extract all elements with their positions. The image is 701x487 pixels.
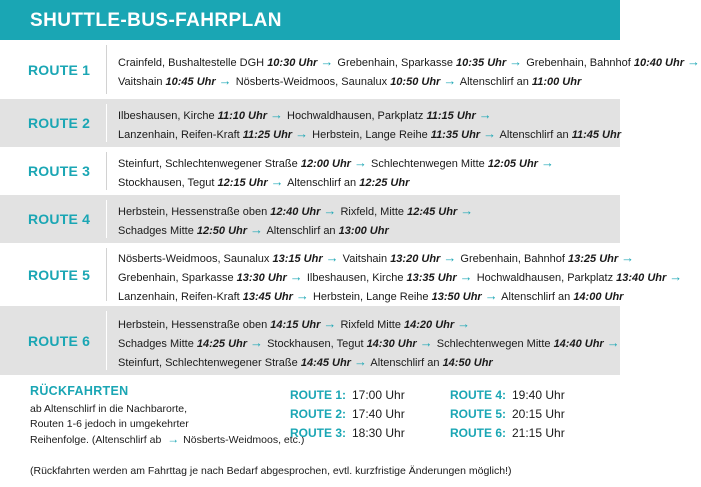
route-line (118, 72, 618, 91)
stop-text: Ilbeshausen, Kirche (303, 272, 407, 284)
arrow-right-icon: → (167, 432, 180, 446)
arrow-right-icon: → (687, 54, 700, 69)
stop-text: Nösberts-Weidmoos, etc.) (180, 434, 305, 446)
departure-time: 14:40 Uhr (553, 338, 604, 350)
column-divider (106, 311, 107, 370)
stop-text: Grebenhain, Bahnhof (457, 253, 569, 265)
return-departure-time: 19:40 Uhr (512, 388, 565, 402)
arrow-right-icon: → (540, 155, 554, 170)
route-row (0, 147, 620, 195)
departure-time: 11:35 Uhr (430, 129, 481, 141)
arrow-right-icon: → (218, 73, 232, 88)
arrow-right-icon: → (295, 288, 309, 303)
column-divider (106, 152, 107, 190)
route-row (0, 40, 700, 99)
return-departure-time: 20:15 Uhr (512, 407, 565, 421)
stop-text: Altenschlirf an (284, 177, 360, 189)
stop-text: Altenschlirf an (497, 129, 572, 141)
stop-text: Steinfurt, Schlechtenwegener Straße (118, 158, 301, 170)
route-line (118, 154, 618, 173)
route-stops (118, 249, 683, 306)
route-line (118, 268, 683, 287)
departure-time: 13:20 Uhr (390, 253, 441, 265)
stop-text: Hochwaldhausen, Parkplatz (473, 272, 617, 284)
stop-text: Rixfeld, Mitte (337, 206, 408, 218)
arrow-right-icon: → (621, 250, 635, 265)
route-stops (118, 53, 700, 91)
stop-text: Altenschlirf an (498, 291, 574, 303)
arrow-right-icon: → (270, 107, 283, 122)
route-stops (118, 106, 622, 144)
stop-text: Nösberts-Weidmoos, Saunalux (232, 76, 391, 88)
stop-text: Grebenhain, Sparkasse (118, 272, 237, 284)
route-label: ROUTE 5 (28, 266, 91, 283)
route-line (118, 353, 618, 372)
arrow-right-icon: → (325, 250, 339, 265)
departure-time: 10:35 Uhr (456, 57, 507, 69)
arrow-right-icon: → (419, 335, 433, 350)
stop-text: Routen 1-6 jedoch in umgekehrter (30, 418, 189, 430)
stop-text: Lanzenhain, Reifen-Kraft (118, 129, 243, 141)
route-line (118, 125, 622, 144)
arrow-right-icon: → (289, 269, 303, 284)
arrow-right-icon: → (443, 250, 457, 265)
return-schedule-item (290, 407, 405, 421)
return-departure-time: 17:00 Uhr (352, 388, 405, 402)
stop-text: Schadges Mitte (118, 225, 197, 237)
arrow-right-icon: → (250, 335, 264, 350)
departure-time: 14:50 Uhr (442, 357, 493, 369)
route-line (118, 315, 618, 334)
stop-text: Lanzenhain, Reifen-Kraft (118, 291, 243, 303)
return-departure-time: 17:40 Uhr (352, 407, 405, 421)
departure-time: 12:05 Uhr (487, 158, 538, 170)
departure-time: 14:45 Uhr (300, 357, 351, 369)
return-schedule-item (450, 407, 565, 421)
route-row (0, 243, 683, 306)
route-line (118, 173, 618, 192)
departure-time: 13:25 Uhr (568, 253, 619, 265)
stop-text: Vaitshain (339, 253, 391, 265)
stop-text: Reihenfolge. (Altenschlirf ab (30, 434, 165, 446)
route-line (118, 202, 618, 221)
return-schedule-item (450, 426, 565, 440)
description-line (30, 432, 304, 448)
route-line (118, 249, 635, 268)
return-route-label: ROUTE 3: (290, 426, 347, 440)
departure-time: 12:00 Uhr (300, 158, 351, 170)
route-row (0, 195, 620, 243)
departure-time: 14:30 Uhr (366, 338, 417, 350)
departure-time: 14:20 Uhr (404, 319, 455, 331)
departure-time: 10:40 Uhr (633, 57, 684, 69)
stop-text: Schlechtenwegen Mitte (433, 338, 554, 350)
route-row (0, 99, 620, 147)
route-label: ROUTE 1 (28, 61, 91, 78)
arrow-right-icon: → (270, 174, 284, 189)
stop-text: Schlechtenwegen Mitte (367, 158, 488, 170)
arrow-right-icon: → (443, 73, 457, 88)
departure-time: 12:50 Uhr (196, 225, 248, 237)
return-schedule-item (290, 426, 405, 440)
return-route-label: ROUTE 4: (450, 388, 507, 402)
route-row (0, 306, 620, 375)
return-departure-time: 21:15 Uhr (512, 426, 565, 440)
header-banner (0, 0, 620, 40)
return-route-label: ROUTE 2: (290, 407, 347, 421)
departure-time: 12:15 Uhr (217, 177, 268, 189)
route-line (118, 106, 618, 125)
return-route-label: ROUTE 1: (290, 388, 347, 402)
route-stops (118, 154, 618, 192)
departure-time: 12:40 Uhr (270, 206, 321, 218)
arrow-right-icon: → (509, 54, 523, 69)
arrow-right-icon: → (478, 107, 492, 122)
stop-text: Grebenhain, Bahnhof (523, 57, 634, 69)
route-label: ROUTE 2 (28, 115, 91, 131)
departure-time: 10:50 Uhr (390, 76, 441, 88)
stop-text: Crainfeld, Bushaltestelle DGH (118, 57, 268, 69)
stop-text: Hochwaldhausen, Parkplatz (284, 110, 427, 122)
stop-text: Altenschlirf an (367, 357, 443, 369)
return-trips-section (0, 375, 620, 487)
arrow-right-icon: → (669, 269, 683, 284)
departure-time: 10:30 Uhr (267, 57, 318, 69)
route-line (118, 221, 618, 240)
stop-text: Herbstein, Lange Reihe (309, 129, 431, 141)
departure-time: 13:35 Uhr (406, 272, 457, 284)
route-label: ROUTE 3 (28, 163, 91, 179)
arrow-right-icon: → (459, 269, 473, 284)
arrow-right-icon: → (353, 354, 367, 369)
return-route-label: ROUTE 5: (450, 407, 507, 421)
return-trips-footnote: (Rückfahrten werden am Fahrttag je nach Bedarf abgesprochen, evtl. kurzfristige Änderungen möglich!) (30, 465, 512, 477)
departure-time: 13:50 Uhr (431, 291, 482, 303)
departure-time: 14:00 Uhr (573, 291, 624, 303)
description-line (30, 402, 304, 417)
column-divider (106, 45, 107, 94)
departure-time: 12:25 Uhr (359, 177, 410, 189)
stop-text: Schadges Mitte (118, 338, 197, 350)
arrow-right-icon: → (457, 316, 471, 331)
departure-time: 13:40 Uhr (616, 272, 667, 284)
return-departure-time: 18:30 Uhr (352, 426, 405, 440)
arrow-right-icon: → (483, 126, 497, 141)
stop-text: Rixfeld Mitte (337, 319, 405, 331)
return-route-label: ROUTE 6: (450, 426, 507, 440)
arrow-right-icon: → (606, 335, 620, 350)
arrow-right-icon: → (353, 155, 367, 170)
route-stops (118, 315, 618, 372)
arrow-right-icon: → (484, 288, 498, 303)
return-trips-title: RÜCKFAHRTEN (30, 384, 129, 398)
departure-time: 11:45 Uhr (571, 129, 622, 141)
stop-text: Nösberts-Weidmoos, Saunalux (118, 253, 273, 265)
arrow-right-icon: → (250, 222, 264, 237)
departure-time: 13:00 Uhr (338, 225, 389, 237)
route-line (118, 53, 700, 72)
stop-text: Stockhausen, Tegut (264, 338, 367, 350)
departure-time: 12:45 Uhr (407, 206, 458, 218)
column-divider (106, 248, 107, 301)
column-divider (106, 104, 107, 142)
stop-text: Altenschlirf an (457, 76, 532, 88)
departure-time: 11:15 Uhr (426, 110, 476, 122)
departure-time: 14:25 Uhr (196, 338, 248, 350)
arrow-right-icon: → (320, 54, 334, 69)
arrow-right-icon: → (460, 203, 474, 218)
return-trips-description (30, 402, 304, 448)
column-divider (106, 200, 107, 238)
departure-time: 11:10 Uhr (217, 110, 267, 122)
stop-text: Grebenhain, Sparkasse (334, 57, 457, 69)
route-label: ROUTE 4 (28, 211, 91, 227)
departure-time: 14:15 Uhr (270, 319, 321, 331)
stop-text: Altenschlirf an (264, 225, 339, 237)
stop-text: Stockhausen, Tegut (118, 177, 218, 189)
return-schedule-item (290, 388, 405, 402)
stop-text: Herbstein, Lange Reihe (309, 291, 432, 303)
route-line (118, 334, 618, 353)
stop-text: Vaitshain (118, 76, 166, 88)
departure-time: 13:45 Uhr (242, 291, 293, 303)
departure-time: 13:15 Uhr (272, 253, 323, 265)
return-schedule-item (450, 388, 565, 402)
description-line (30, 417, 304, 432)
arrow-right-icon: → (323, 203, 337, 218)
route-line (118, 287, 624, 306)
stop-text: Herbstein, Hessenstraße oben (118, 319, 271, 331)
stop-text: Steinfurt, Schlechtenwegener Straße (118, 357, 301, 369)
arrow-right-icon: → (295, 126, 309, 141)
arrow-right-icon: → (323, 316, 337, 331)
departure-time: 11:25 Uhr (242, 129, 293, 141)
route-label: ROUTE 6 (28, 332, 91, 349)
departure-time: 11:00 Uhr (531, 76, 582, 88)
departure-time: 10:45 Uhr (165, 76, 216, 88)
stop-text: Ilbeshausen, Kirche (118, 110, 218, 122)
stop-text: Herbstein, Hessenstraße oben (118, 206, 271, 218)
stop-text: ab Altenschlirf in die Nachbarorte, (30, 403, 188, 415)
route-stops (118, 202, 618, 240)
page-title: SHUTTLE-BUS-FAHRPLAN (30, 10, 282, 31)
departure-time: 13:30 Uhr (236, 272, 287, 284)
